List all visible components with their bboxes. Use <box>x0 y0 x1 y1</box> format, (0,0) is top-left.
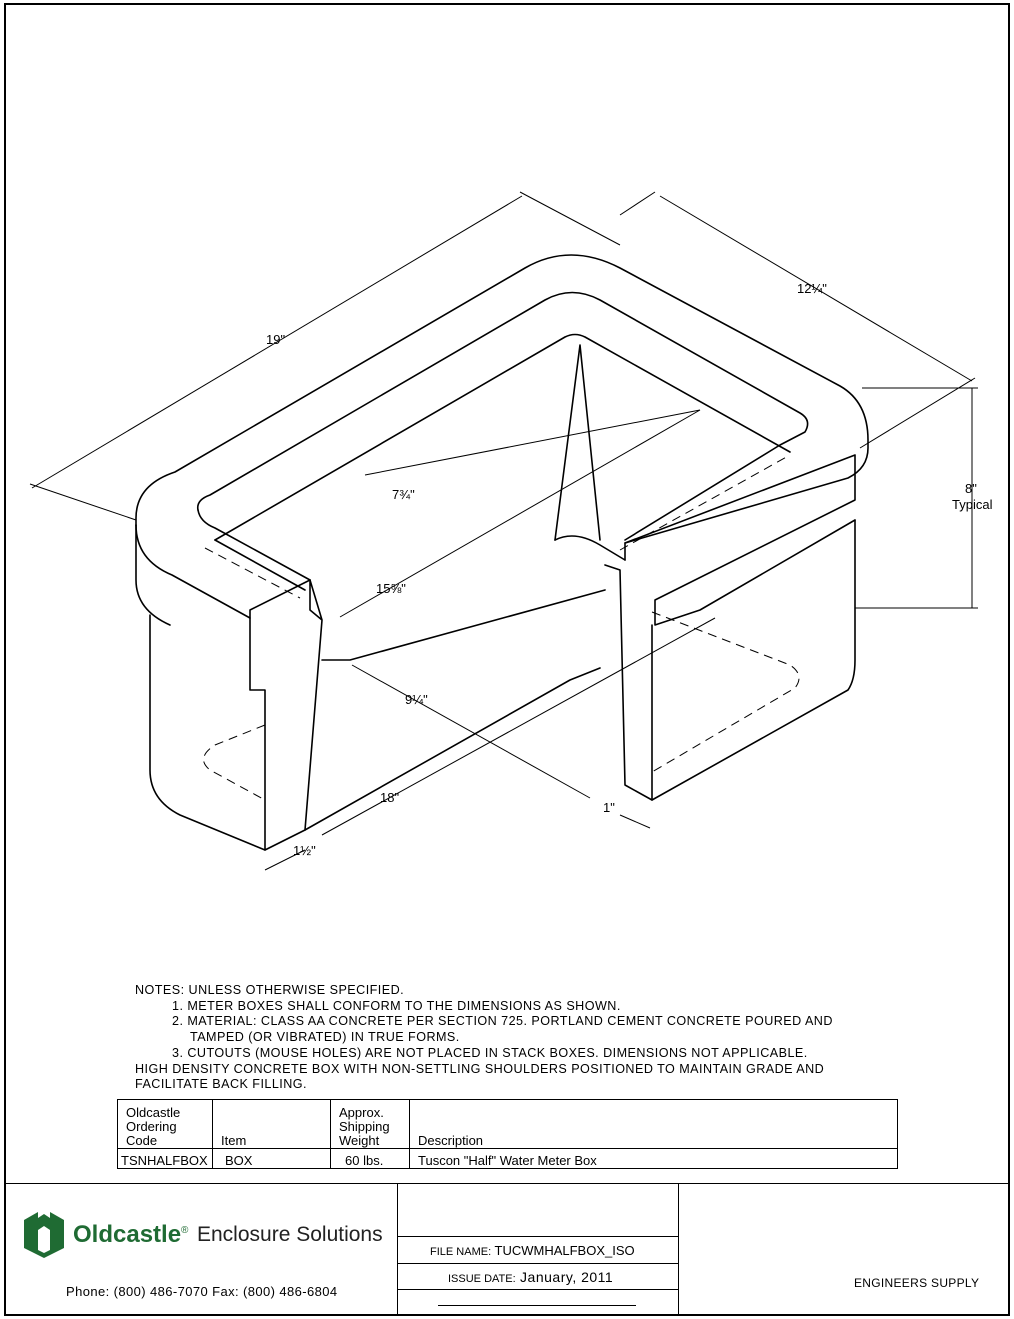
note-1: 1. METER BOXES SHALL CONFORM TO THE DIMENSIONS AS SHOWN. <box>172 998 621 1013</box>
left-outer-wall <box>150 615 265 850</box>
dim-label-height-note: Typical <box>952 497 993 512</box>
notes-footer-1: HIGH DENSITY CONCRETE BOX WITH NON-SETTLING SHOULDERS POSITIONED TO MAINTAIN GRADE AND <box>135 1061 825 1076</box>
brand-registered-mark: ® <box>181 1225 189 1236</box>
header-weight-line3: Weight <box>339 1133 380 1148</box>
box-inner-rim <box>198 293 808 541</box>
notes-block <box>135 983 833 1093</box>
oldcastle-logo-icon <box>20 1208 68 1258</box>
spec-table <box>117 1099 898 1169</box>
center-floor-edge <box>322 590 605 660</box>
issue-date-value: January, 2011 <box>520 1269 614 1285</box>
dim-label-height: 8" <box>965 481 977 496</box>
issue-date-label: ISSUE DATE: <box>448 1273 516 1285</box>
cell-code: TSNHALFBOX <box>118 1149 213 1169</box>
dim-label-inner-length: 15⅝" <box>376 581 406 596</box>
box-opening <box>215 332 790 541</box>
dim-label-inner-width: 7¾" <box>392 487 415 502</box>
brand-suffix: Enclosure Solutions <box>197 1223 383 1246</box>
inner-corner-line <box>555 345 600 540</box>
cell-item: BOX <box>213 1149 331 1169</box>
right-outer-wall <box>652 520 855 800</box>
header-code-line3: Code <box>126 1133 158 1148</box>
header-code <box>118 1100 213 1149</box>
brand-name <box>73 1221 188 1249</box>
box-rim-front-left <box>136 525 170 625</box>
left-wall-base <box>305 668 600 830</box>
note-2: 2. MATERIAL: CLASS AA CONCRETE PER SECTION 725. PORTLAND CEMENT CONCRETE POURED AND <box>172 1014 833 1029</box>
dim-label-bottom-length: 18" <box>380 790 400 805</box>
note-3: 3. CUTOUTS (MOUSE HOLES) ARE NOT PLACED IN STACK BOXES. DIMENSIONS NOT APPLICABLE. <box>172 1045 808 1060</box>
contact-phone: Phone: (800) 486-7070 Fax: (800) 486-6804 <box>66 1284 338 1299</box>
box-right-top-front <box>625 455 855 625</box>
dim-label-length: 19" <box>266 332 286 347</box>
dim-ext-12 <box>620 192 975 448</box>
right-front-wall <box>605 565 652 800</box>
header-weight-line1: Approx. <box>339 1105 384 1120</box>
table-row <box>118 1149 898 1169</box>
inner-back-floor <box>555 536 625 560</box>
dim-label-wall-cutout: 1" <box>603 800 615 815</box>
issue-date <box>448 1269 613 1285</box>
box-top-front-edge <box>136 525 310 618</box>
hidden-rim-left <box>205 548 300 598</box>
hidden-bottom-left <box>204 725 265 800</box>
box-top-outer-rim <box>136 255 868 560</box>
header-code-line1: Oldcastle <box>126 1105 181 1120</box>
cell-description: Tuscon "Half" Water Meter Box <box>410 1149 898 1169</box>
header-weight <box>331 1100 410 1149</box>
title-block <box>4 1183 1010 1316</box>
dim-line-7 <box>365 410 700 475</box>
notes-heading: NOTES: UNLESS OTHERWISE SPECIFIED. <box>135 983 405 997</box>
file-name-value: TUCWMHALFBOX_ISO <box>494 1243 635 1258</box>
box-opening-left-edge <box>215 540 305 590</box>
left-front-wall <box>250 580 322 850</box>
dim-line-9 <box>352 665 590 798</box>
header-weight-line2: Shipping <box>339 1119 390 1134</box>
dim-label-width: 12¼" <box>797 281 827 296</box>
note-2-continued: TAMPED (OR VIBRATED) IN TRUE FORMS. <box>190 1030 460 1045</box>
brand-name-text: Oldcastle <box>73 1221 182 1248</box>
dim-line-1 <box>620 815 650 828</box>
notes-footer-2: FACILITATE BACK FILLING. <box>135 1077 307 1092</box>
dim-label-cutout-length: 9¼" <box>405 692 428 707</box>
header-code-line2: Ordering <box>126 1119 177 1134</box>
file-name-label: FILE NAME: <box>430 1246 492 1258</box>
dim-label-wall-bottom: 1½" <box>293 843 316 858</box>
engineers-supply: ENGINEERS SUPPLY <box>854 1276 980 1290</box>
title-block-info <box>397 1183 679 1316</box>
header-description: Description <box>410 1100 898 1149</box>
header-item: Item <box>213 1100 331 1149</box>
file-name <box>430 1243 635 1258</box>
signature-line <box>438 1305 636 1306</box>
box-inner-rim-front <box>198 510 310 580</box>
hidden-bottom-right <box>652 612 799 772</box>
spec-table-header <box>118 1100 898 1149</box>
cell-weight: 60 lbs. <box>331 1149 410 1169</box>
